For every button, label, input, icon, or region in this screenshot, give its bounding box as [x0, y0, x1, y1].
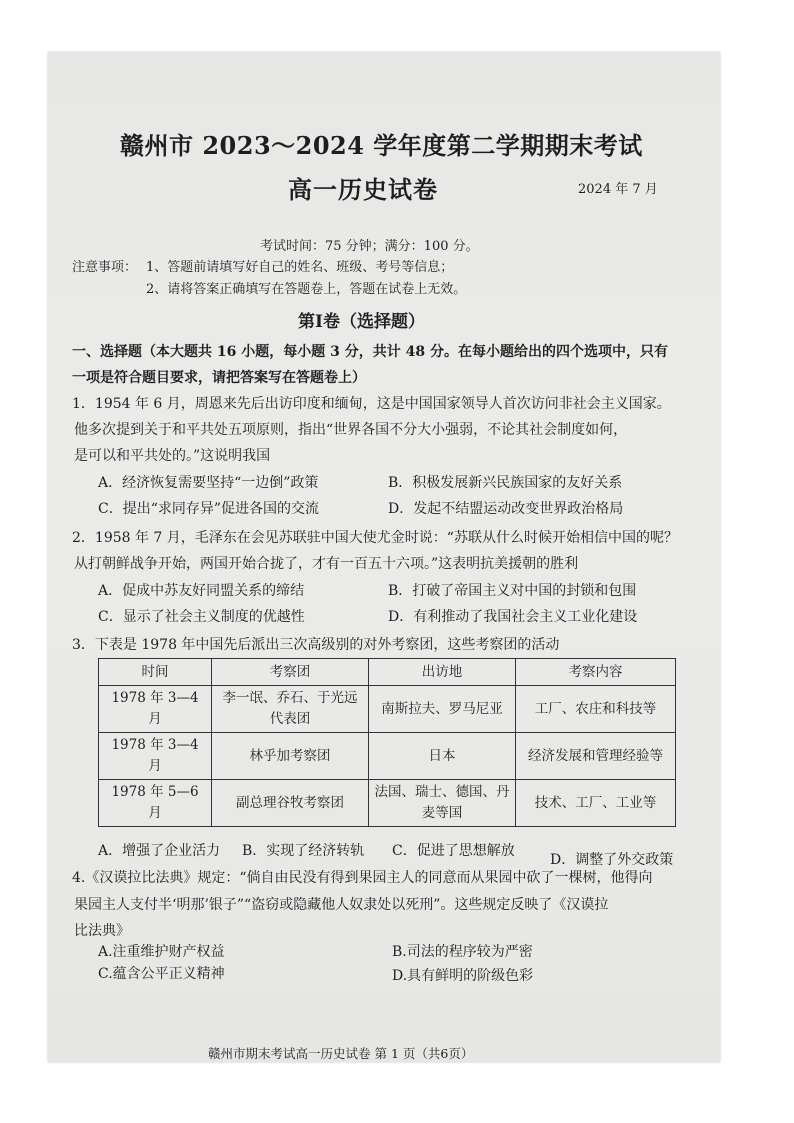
table-cell: 法国、瑞士、德国、丹麦等国 [369, 780, 516, 827]
table-cell: 李一氓、乔石、于光远代表团 [212, 686, 369, 733]
option-a: A．促成中苏友好同盟关系的缔结 [98, 583, 305, 599]
table-cell: 1978 年 3—4 月 [99, 686, 212, 733]
table-cell: 技术、工厂、工业等 [516, 780, 676, 827]
section-heading: 一、选择题（本大题共 16 小题，每小题 3 分，共计 48 分。在每小题给出的四个选项中，只有 [72, 344, 668, 360]
question-stem: 比法典》 [74, 923, 130, 939]
question-stem: 果园主人支付半‘明那’银子”“盗窃或隐藏他人奴隶处以死刑”。这些规定反映了《汉谟拉 [74, 897, 609, 913]
notice-item: 1、答题前请填写好自己的姓名、班级、考号等信息； [146, 260, 454, 275]
page-footer: 赣州市期末考试高一历史试卷 第 1 页（共6页） [208, 1046, 474, 1061]
option-d: D．调整了外交政策 [550, 852, 674, 868]
exam-info: 考试时间：75 分钟；满分：100 分。 [260, 239, 479, 254]
exam-subtitle: 高一历史试卷 [288, 175, 438, 204]
exam-paper [48, 52, 720, 1062]
option-b: B．打破了帝国主义对中国的封锁和包围 [388, 583, 637, 599]
option-a: A.注重维护财产权益 [98, 944, 225, 960]
table-cell: 工厂、农庄和科技等 [516, 686, 676, 733]
exam-title: 赣州市 2023～2024 学年度第二学期期末考试 [120, 131, 643, 160]
table-cell: 1978 年 3—4 月 [99, 733, 212, 780]
notice-label: 注意事项： [72, 260, 138, 275]
option-b: B.司法的程序较为严密 [392, 944, 533, 960]
option-a: A．增强了企业活力 [98, 843, 221, 859]
table-cell: 经济发展和管理经验等 [516, 733, 676, 780]
table-row [99, 780, 676, 827]
option-b: B．积极发展新兴民族国家的友好关系 [388, 475, 623, 491]
table-header: 考察团 [212, 659, 369, 686]
option-d: D．有利推动了我国社会主义工业化建设 [388, 609, 638, 625]
option-c: C．显示了社会主义制度的优越性 [98, 609, 305, 625]
table-cell: 副总理谷牧考察团 [212, 780, 369, 827]
question-stem: 他多次提到关于和平共处五项原则，指出“世界各国不分大小强弱，不论其社会制度如何， [74, 422, 628, 438]
question-stem: 是可以和平共处的。”这说明我国 [74, 448, 271, 464]
table-row [99, 733, 676, 780]
question-stem: 从打朝鲜战争开始，两国开始合拢了，才有一百五十六项。”这表明抗美援朝的胜利 [74, 556, 579, 572]
part-title: 第Ⅰ卷（选择题） [298, 312, 425, 332]
table-header: 考察内容 [516, 659, 676, 686]
table-cell: 日本 [369, 733, 516, 780]
table-cell: 南斯拉夫、罗马尼亚 [369, 686, 516, 733]
question-stem: 2．1958 年 7 月，毛泽东在会见苏联驻中国大使尤金时说：“苏联从什么时候开始相信中国的呢？ [72, 530, 678, 546]
option-c: C．促进了思想解放 [392, 843, 515, 859]
option-c: C．提出“求同存异”促进各国的交流 [98, 501, 320, 517]
table-row [99, 686, 676, 733]
option-b: B．实现了经济转轨 [242, 843, 365, 859]
question-stem: 3．下表是 1978 年中国先后派出三次高级别的对外考察团，这些考察团的活动 [72, 637, 560, 653]
question-stem: 4.《汉谟拉比法典》规定：“倘自由民没有得到果园主人的同意而从果园中砍了一棵树，他得向 [72, 870, 653, 886]
option-c: C.蕴含公平正义精神 [98, 966, 225, 982]
table-header: 出访地 [369, 659, 516, 686]
option-a: A．经济恢复需要坚持“一边倒”政策 [98, 475, 319, 491]
option-d: D．发起不结盟运动改变世界政治格局 [388, 501, 624, 517]
table-cell: 林乎加考察团 [212, 733, 369, 780]
table-cell: 1978 年 5—6 月 [99, 780, 212, 827]
section-heading: 一项是符合题目要求，请把答案写在答题卷上） [72, 370, 366, 386]
table-header: 时间 [99, 659, 212, 686]
question-stem: 1．1954 年 6 月，周恩来先后出访印度和缅甸，这是中国国家领导人首次访问非社会主义国家。 [72, 396, 671, 412]
delegation-table [98, 658, 676, 827]
exam-date: 2024 年 7 月 [578, 182, 658, 197]
option-d: D.具有鲜明的阶级色彩 [392, 968, 534, 984]
notice-item: 2、请将答案正确填写在答题卷上，答题在试卷上无效。 [146, 282, 467, 297]
table-header-row [99, 659, 676, 686]
